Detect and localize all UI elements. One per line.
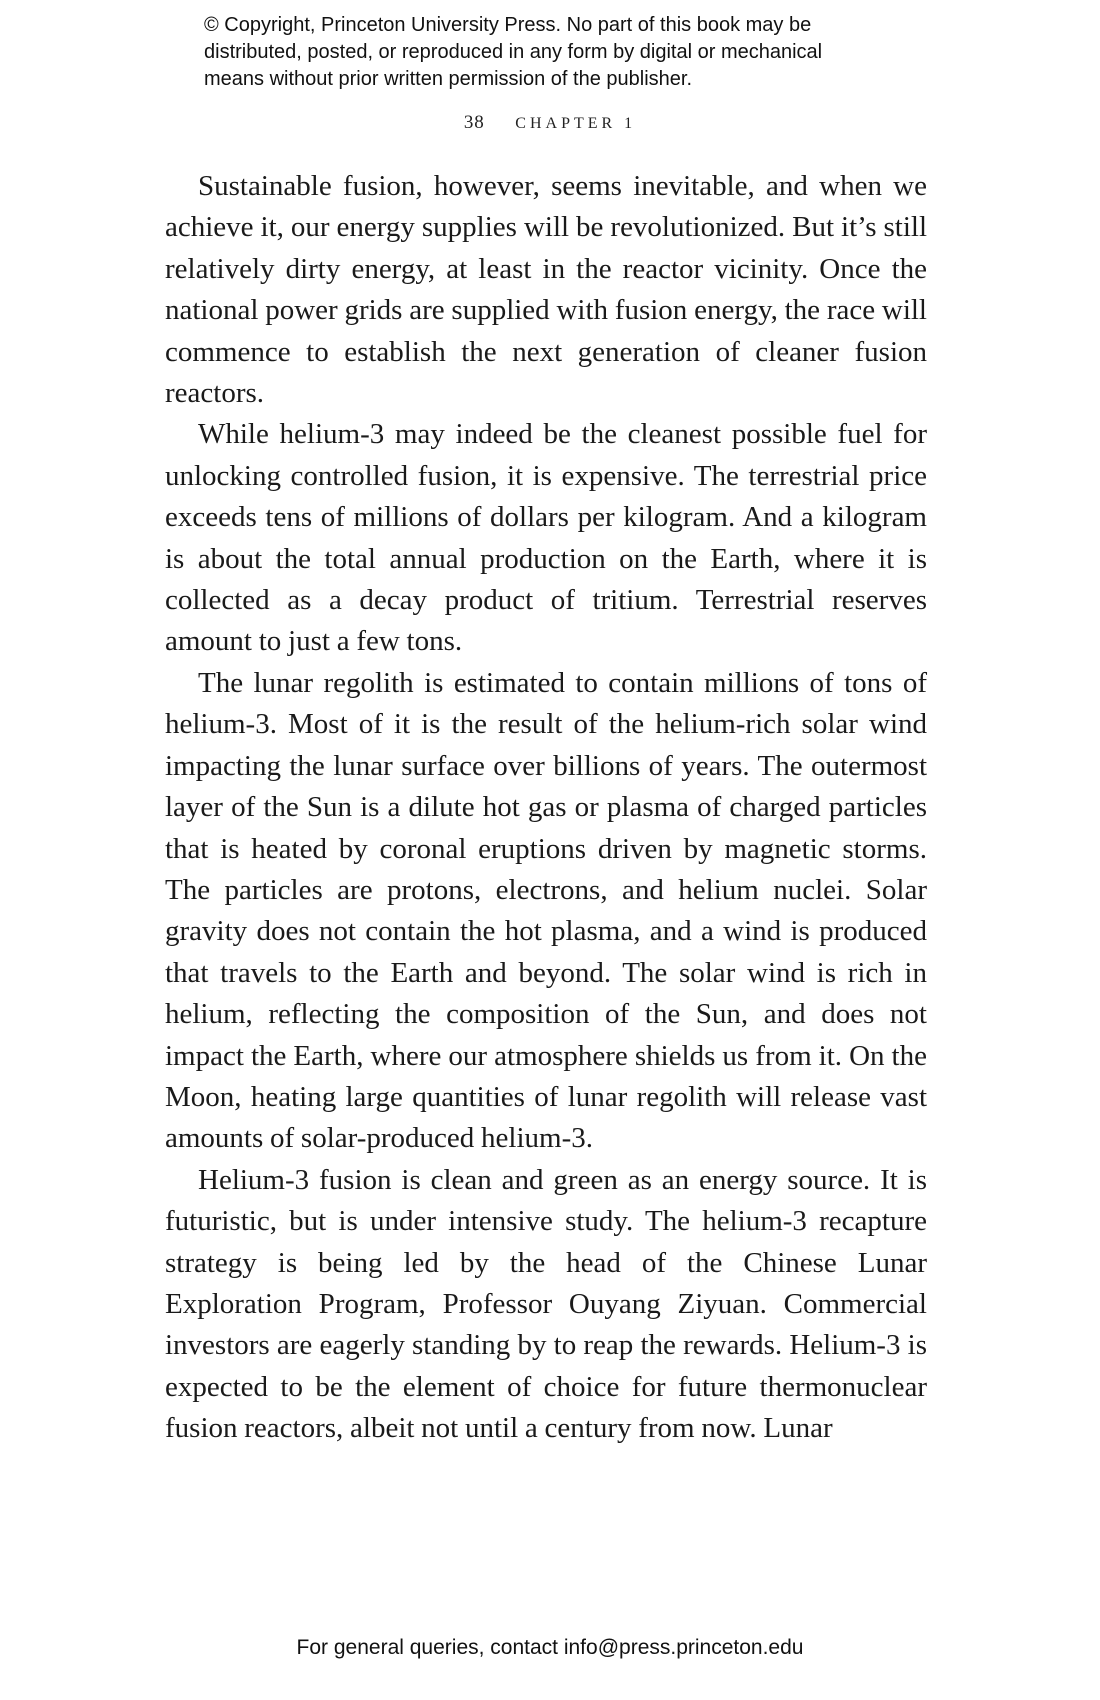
- paragraph: The lunar regolith is estimated to contain millions of tons of helium-3. Most of it is the result of the helium-rich solar wind impacting the lunar surface over billions of years. The outermost layer of the Sun is a dilute hot gas or plasma of charged particles that is heated by coronal eruptions driven by magnetic storms. The particles are protons, electrons, and helium nuclei. Solar gravity does not contain the hot plasma, and a wind is produced that travels to the Earth and beyond. The solar wind is rich in helium, reflecting the composition of the Sun, and does not impact the Earth, where our atmosphere shields us from it. On the Moon, heating large quantities of lunar regolith will release vast amounts of solar-produced helium-3.: [165, 666, 927, 1155]
- chapter-label: CHAPTER 1: [515, 115, 637, 132]
- paragraph: Helium-3 fusion is clean and green as an energy source. It is futuristic, but is under intensive study. The helium-3 recapture strategy is being led by the head of the Chinese Lunar Exploration Program, Professor Ouyang Ziyuan. Commercial investors are eagerly standing by to reap the rewards. Helium-3 is expected to be the element of choice for future thermonuclear fusion reactors, albeit not until a century from now. Lunar: [165, 1163, 927, 1445]
- copyright-line: © Copyright, Princeton University Press. No part of this book may be: [204, 14, 812, 36]
- copyright-notice: [204, 12, 944, 93]
- footer-contact: For general queries, contact info@press.princeton.edu: [296, 1636, 804, 1659]
- paragraph: Sustainable fusion, however, seems inevitable, and when we achieve it, our energy supplies will be revolutionized. But it’s still relatively dirty energy, at least in the reactor vicinity. Once the national power grids are supplied with fusion energy, the race will commence to establish the next generation of cleaner fusion reactors.: [165, 170, 927, 410]
- page-number: 38: [463, 112, 485, 133]
- paragraph: While helium-3 may indeed be the cleanest possible fuel for unlocking controlled fusion, it is expensive. The terrestrial price exceeds tens of millions of dollars per kilogram. And a kilogram is about the total annual production on the Earth, where it is collected as a decay product of tritium. Terrestrial reserves amount to just a few tons.: [165, 418, 927, 658]
- running-head: [0, 112, 1100, 134]
- body-text: [165, 166, 927, 1450]
- copyright-line: means without prior written permission of the publisher.: [204, 68, 693, 90]
- copyright-line: distributed, posted, or reproduced in any form by digital or mechanical: [204, 41, 823, 63]
